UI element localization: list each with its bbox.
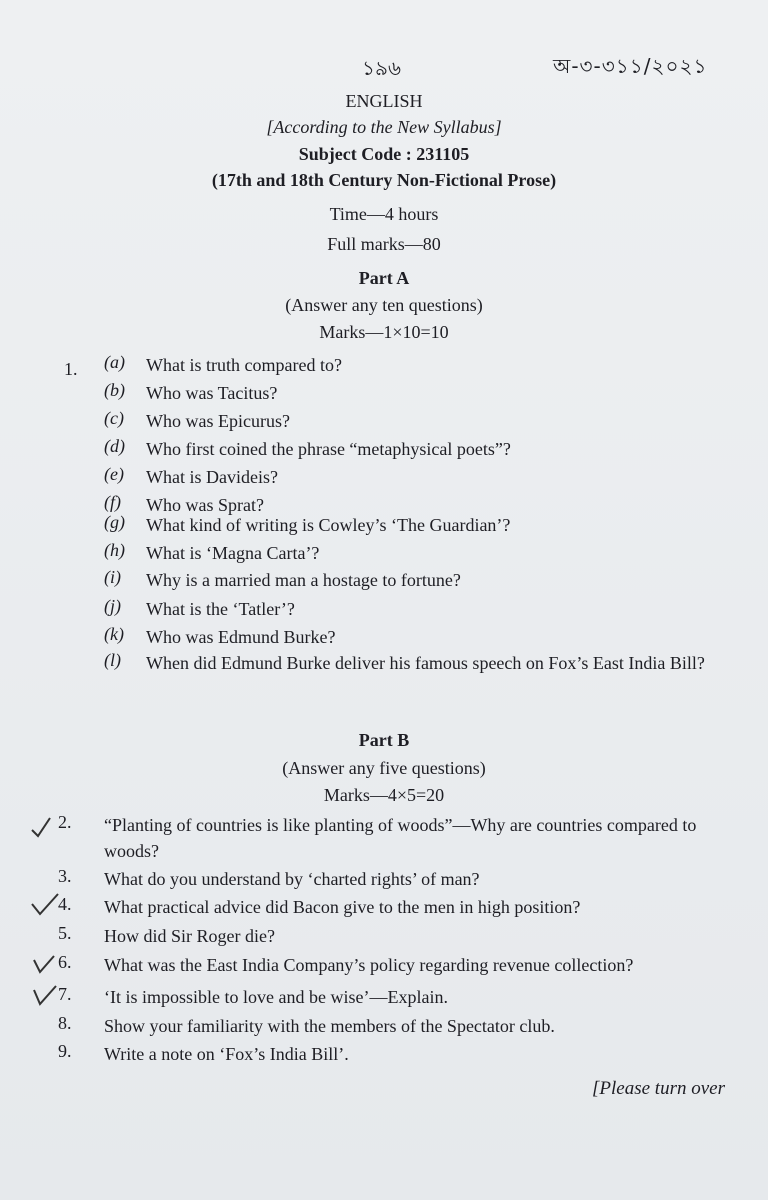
question-f: (f) Who was Sprat? (104, 492, 264, 515)
part-a-instruction: (Answer any ten questions) (285, 295, 483, 315)
question-j: (j) What is the ‘Tatler’? (104, 596, 295, 619)
question-a: (a) What is truth compared to? (104, 352, 342, 375)
question-l: (l) When did Edmund Burke deliver his famous speech on Fox’s East India Bill? (104, 650, 705, 673)
full-marks: Full marks—80 (327, 234, 441, 254)
syllabus-note: [According to the New Syllabus] (266, 117, 502, 137)
page-number: ১৯৬ (362, 56, 401, 80)
part-b-instruction: (Answer any five questions) (282, 758, 486, 778)
question-i: (i) Why is a married man a hostage to fortune? (104, 567, 461, 590)
question-b: (b) Who was Tacitus? (104, 380, 278, 403)
question-h: (h) What is ‘Magna Carta’? (104, 540, 320, 563)
tick-mark-icon (30, 982, 66, 1010)
question-number: 1. (64, 359, 78, 379)
question-c: (c) Who was Epicurus? (104, 408, 290, 431)
tick-mark-icon (28, 812, 64, 840)
part-a-marks: Marks—1×10=10 (319, 322, 449, 342)
exam-page: ১৯৬ অ-৩-৩১১/২০২১ ENGLISH [According to the New Syllabus] Subject Code : 231105 (17th and 18th Century Non-Fictional Prose) Time—4 hours Full marks—80 Part A (Answer any ten questions) Marks—1×10=10 1. (a) What is truth compared to? (b) Who was Tacitus? (c) Who was Epicurus? (d) Who first coined the phrase “metaphysical poets”? (e) What is Davideis? (f) Who was Sprat? (g) What kind of writing is Cowley’s ‘The Guardian’? (h) What is ‘Magna Carta’? (i) Why is a married man a hostage to fortune? (j) What is the ‘Tatler’? (k) Who was Edmund Burke? (l) When did Edmund Burke deliver his famous speech on Fox’s East India Bill? Part B (Answer any five questions) Marks—4×5=20 2. “Planting of countries is like planting of woods”—Why are countries compared to woods? 3. What do you understand by ‘charted rights’ of man? 4. What practical advice did Bacon give to the men in high position? 5. How did Sir Roger die? 6. What was the East India Company’s policy regarding revenue collection? 7. ‘It is impossible to love and be wise’—Explain. 8. Show your familiarity with the members of the Spectator club. 9. Write a note on ‘Fox’s India Bill’. [Please turn over (0, 0, 768, 1200)
question-g: (g) What kind of writing is Cowley’s ‘The Guardian’? (104, 512, 511, 535)
question-d: (d) Who first coined the phrase “metaphysical poets”? (104, 436, 511, 459)
part-a-heading: Part A (358, 268, 410, 288)
tick-mark-icon (30, 950, 66, 978)
question-e: (e) What is Davideis? (104, 464, 278, 487)
subject-title: ENGLISH (345, 91, 423, 111)
subject-code: Subject Code : 231105 (298, 144, 470, 164)
question-k: (k) Who was Edmund Burke? (104, 624, 336, 647)
part-b-heading: Part B (358, 730, 410, 750)
turn-over-note: [Please turn over (592, 1078, 725, 1099)
tick-mark-icon (28, 890, 64, 918)
exam-time: Time—4 hours (329, 204, 439, 224)
paper-code: অ-৩-৩১১/২০২১ (553, 54, 708, 78)
part-b-marks: Marks—4×5=20 (323, 785, 445, 805)
paper-name: (17th and 18th Century Non-Fictional Prose) (211, 170, 557, 190)
